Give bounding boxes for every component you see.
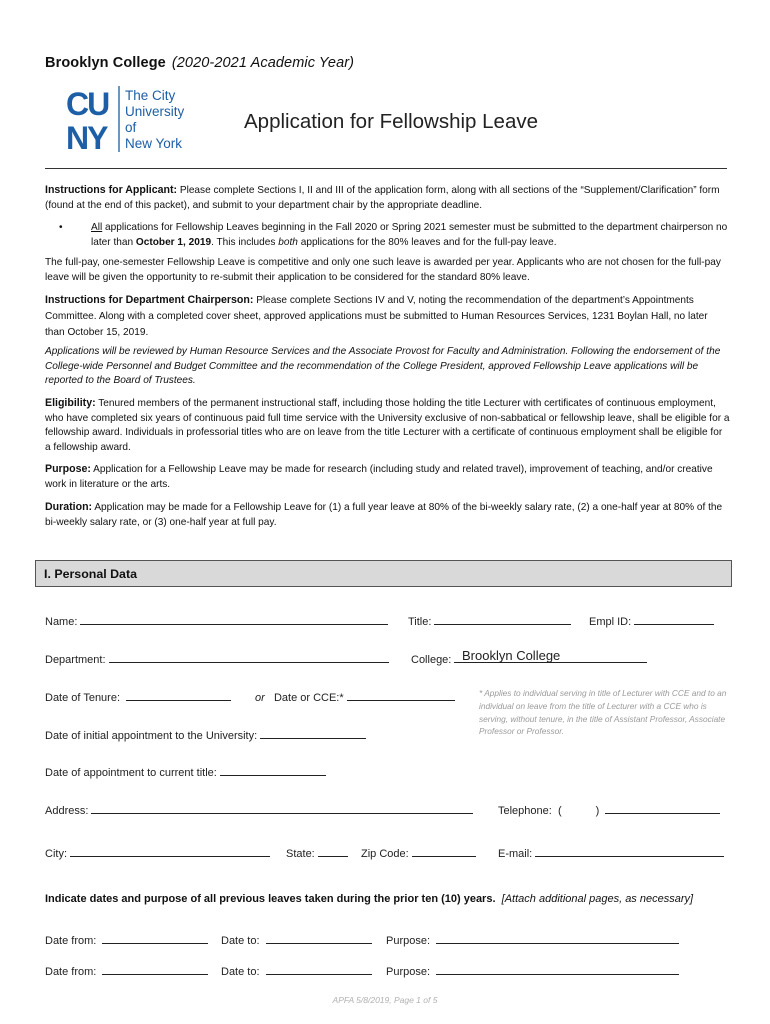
initial-appointment-field[interactable]: [45, 728, 366, 742]
chair-instructions: [45, 293, 730, 340]
name-field[interactable]: [45, 614, 388, 628]
college-year-line: [45, 55, 354, 71]
or-text: or: [255, 692, 265, 704]
department-label: Department:: [45, 654, 106, 666]
academic-year: (2020-2021 Academic Year): [171, 55, 355, 71]
name-label: Name:: [45, 616, 78, 628]
header-rule: [45, 168, 727, 169]
tenure-line[interactable]: [126, 690, 231, 701]
leave-from-line[interactable]: [102, 964, 208, 975]
empl-id-label: Empl ID:: [589, 616, 632, 628]
applicant-instructions: [45, 183, 730, 213]
title-line[interactable]: [434, 614, 571, 625]
full-pay-paragraph: The full-pay, one-semester Fellowship Leave is competitive and only one such leave is awarded per year. Applicants who are not chosen for the full-pay leave will be given the opportunity to re-submit their application to be considered for the standard 80% leave.: [45, 257, 721, 283]
email-line[interactable]: [535, 846, 724, 857]
tenure-field[interactable]: [45, 690, 231, 704]
bullet-marker: •: [59, 222, 63, 233]
purpose-text: Application for a Fellowship Leave may be made for research (including study and related travel), improvement of teaching, and/or creative work in literature or the arts.: [45, 464, 713, 490]
zip-field[interactable]: [361, 846, 476, 860]
cce-label: Date or CCE:*: [273, 692, 344, 704]
empl-id-field[interactable]: [589, 614, 714, 628]
logo-line-4: New York: [125, 136, 183, 151]
document-title: Application for Fellowship Leave: [244, 110, 538, 133]
address-field[interactable]: [45, 803, 473, 817]
section-personal-data-header: [35, 560, 732, 587]
purpose-paragraph: [45, 462, 730, 492]
current-title-appointment-line[interactable]: [220, 765, 326, 776]
eligibility-text: Tenured members of the permanent instructional staff, including those holding the title Lecturer with certificates of continuous employment, who have completed six years of continuous paid full time service with the University exclusive of non-sabbatical or fellowship leave, shall be eligible for a fellowship award. Individuals in professorial titles who are on leave from the title Lecturer with a certificate of continuous employment shall be eligible for a fellowship award.: [45, 398, 730, 453]
chair-text: Please complete Sections IV and V, noting the recommendation of the department’s Appointments Committee. Along with a completed cover sheet, approved applications must be submitted to Human Resources Services, 1231 Boylan Hall, no later than October 15, 2019.: [45, 295, 708, 338]
cuny-logo: [66, 86, 191, 152]
leave-to-label: Date to:: [221, 966, 260, 978]
section-title: I. Personal Data: [44, 567, 137, 581]
cce-field[interactable]: [255, 690, 455, 704]
initial-appointment-line[interactable]: [260, 728, 366, 739]
previous-leaves-note-close: ]: [690, 893, 694, 905]
bullet-text: [91, 221, 731, 250]
logo-mark-top: CU: [66, 86, 109, 122]
bullet-deadline-date: October 1, 2019: [135, 236, 212, 248]
logo-line-2: University: [125, 104, 185, 119]
telephone-open-paren: (: [557, 805, 562, 817]
name-line[interactable]: [80, 614, 388, 625]
logo-line-1: The City: [125, 88, 176, 103]
college-value[interactable]: Brooklyn College: [462, 648, 561, 663]
bullet-text-end: applications for the 80% leaves and for the full-pay leave.: [300, 236, 557, 248]
telephone-label: Telephone:: [498, 805, 552, 817]
cce-line[interactable]: [347, 690, 455, 701]
state-line[interactable]: [318, 846, 348, 857]
title-field[interactable]: [408, 614, 571, 628]
leave-from-line[interactable]: [102, 933, 208, 944]
email-label: E-mail:: [498, 848, 533, 860]
zip-label: Zip Code:: [361, 848, 409, 860]
chair-label: Instructions for Department Chairperson:: [45, 294, 254, 306]
cuny-logo-graphic: [66, 86, 191, 152]
page-footer: APFA 5/8/2019, Page 1 of 5: [332, 995, 438, 1005]
telephone-close-paren: ): [595, 805, 600, 817]
state-field[interactable]: [286, 846, 348, 860]
leave-row-1-purpose[interactable]: [386, 933, 679, 947]
previous-leaves-note-open: [: [501, 893, 505, 905]
duration-label: Duration:: [45, 501, 93, 513]
address-line[interactable]: [91, 803, 473, 814]
previous-leaves-heading: [45, 893, 693, 905]
initial-appointment-label: Date of initial appointment to the University:: [45, 730, 258, 742]
address-label: Address:: [45, 805, 89, 817]
leave-purpose-line[interactable]: [436, 964, 679, 975]
city-field[interactable]: [45, 846, 270, 860]
department-line[interactable]: [109, 652, 389, 663]
eligibility-label: Eligibility:: [45, 397, 96, 409]
city-label: City:: [45, 848, 67, 860]
duration-paragraph: [45, 500, 730, 530]
leave-to-label: Date to:: [221, 935, 260, 947]
leave-to-line[interactable]: [266, 933, 372, 944]
leave-row-2-purpose[interactable]: [386, 964, 679, 978]
telephone-line[interactable]: [605, 803, 720, 814]
state-label: State:: [286, 848, 315, 860]
leave-row-2-to[interactable]: [221, 964, 372, 978]
duration-text: Application may be made for a Fellowship Leave for (1) a full year leave at 80% of the bi-weekly salary rate, (2) a one-half year at 80% of the bi-weekly salary rate, or (3) one-half year at full pay.: [45, 502, 723, 528]
logo-line-3: of: [125, 120, 137, 135]
telephone-field[interactable]: [498, 803, 720, 817]
title-label: Title:: [408, 616, 432, 628]
zip-line[interactable]: [412, 846, 476, 857]
city-line[interactable]: [70, 846, 270, 857]
previous-leaves-note: Attach additional pages, as necessary: [504, 893, 690, 905]
leave-purpose-line[interactable]: [436, 933, 679, 944]
review-paragraph: Applications will be reviewed by Human Resource Services and the Associate Provost for Faculty and Administration. Following the endorsement of the College-wide Personnel and Budget Committee and the recommendation of the College President, approved Fellowship Leave applications will be reported to the Board of Trustees.: [45, 346, 721, 387]
previous-leaves-heading-text: Indicate dates and purpose of all previous leaves taken during the prior ten (10) years.: [45, 893, 496, 905]
leave-from-label: Date from:: [45, 966, 97, 978]
leave-row-1-to[interactable]: [221, 933, 372, 947]
leave-row-1-from[interactable]: [45, 933, 208, 947]
bullet-underlined-word: All: [91, 222, 103, 233]
leave-from-label: Date from:: [45, 935, 97, 947]
applicant-label: Instructions for Applicant:: [45, 184, 178, 196]
college-name: Brooklyn College: [45, 55, 166, 71]
logo-mark-bottom: NY: [66, 120, 107, 152]
bullet-text-before-date: applications for Fellowship Leaves beginning in the Fall 2020 or Spring 2021 semester must be submitted to the department chairperson no later than: [91, 222, 728, 248]
leave-purpose-label: Purpose:: [386, 966, 431, 978]
leave-to-line[interactable]: [266, 964, 372, 975]
bullet-text-after-date: . This includes: [211, 236, 276, 248]
current-title-appointment-label: Date of appointment to current title:: [45, 767, 217, 779]
college-label: College:: [411, 654, 452, 666]
cce-footnote: * Applies to individual serving in title of Lecturer with CCE and to an individual on leave from the title of Lecturer with a CCE who is serving, without tenure, in the title of Assistant Professor, Associate Professor or Professor.: [479, 688, 727, 737]
department-field[interactable]: [45, 652, 389, 666]
email-field[interactable]: [498, 846, 724, 860]
applicant-text: Please complete Sections I, II and III of the application form, along with all sections of the “Supplement/Clarification” form (found at the end of this packet), and submit to your department chair by the appropriate deadline.: [45, 185, 720, 211]
tenure-label: Date of Tenure:: [45, 692, 121, 704]
bullet-italic-word: both: [278, 236, 298, 248]
current-title-appointment-field[interactable]: [45, 765, 326, 779]
leave-row-2-from[interactable]: [45, 964, 208, 978]
purpose-label: Purpose:: [45, 463, 91, 475]
leave-purpose-label: Purpose:: [386, 935, 431, 947]
eligibility-paragraph: [45, 396, 730, 455]
empl-id-line[interactable]: [634, 614, 714, 625]
